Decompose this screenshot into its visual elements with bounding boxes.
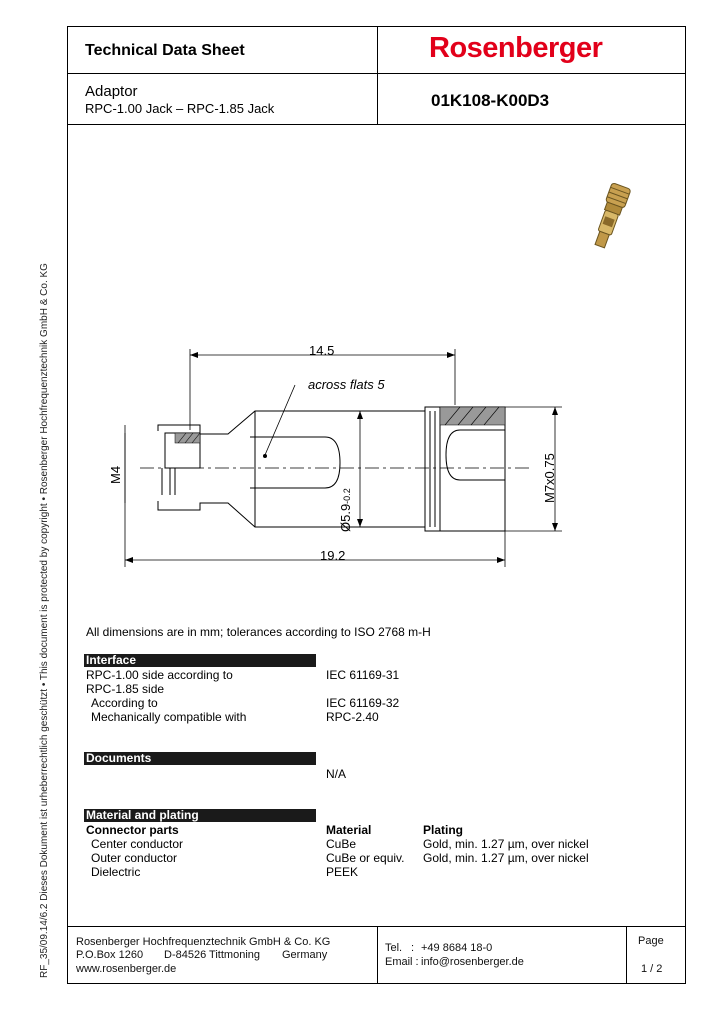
footer-city: D-84526 Tittmoning [164,949,260,961]
part-number: 01K108-K00D3 [431,91,550,110]
sheet-title: Technical Data Sheet [85,42,245,59]
footer-email-value[interactable]: info@rosenberger.de [421,956,524,968]
product-photo [580,178,640,260]
footer-page-value: 1 / 2 [641,963,663,975]
product-type: Adaptor [85,83,138,100]
col-connector-parts: Connector parts [86,823,179,837]
footer-country: Germany [282,949,328,961]
technical-drawing [100,335,590,575]
dia-value: Ø5.9 [338,503,353,532]
col-material: Material [326,823,372,837]
material-row-part: Center conductor [91,837,184,851]
interface-row1-value: IEC 61169-31 [326,668,400,682]
material-row-part: Dielectric [91,865,141,879]
dim-length-total: 19.2 [320,548,346,563]
dim-body-diameter [338,488,353,532]
dim-thread-right: M7x0.75 [542,453,557,503]
brand-logo: Rosenberger [429,32,603,64]
interface-row2-label: RPC-1.85 side [86,682,165,696]
dim-across-flats: across flats 5 [308,377,385,392]
interface-row4-value: RPC-2.40 [326,710,379,724]
dim-thread-left: M4 [108,465,123,484]
section-material-heading: Material and plating [84,809,316,822]
footer-tel-sep: : [411,942,415,954]
documents-value: N/A [326,767,347,781]
footer-col-divider-2 [626,926,627,984]
footer-col-divider-1 [377,926,378,984]
header-col-divider [377,26,378,124]
footer-tel-value: +49 8684 18-0 [421,942,493,954]
header-bottom-divider [67,124,686,125]
material-row-part: Outer conductor [91,851,178,865]
material-row-plating: Gold, min. 1.27 µm, over nickel [423,851,589,865]
footer-pobox: P.O.Box 1260 [76,949,144,961]
material-row-material: CuBe [326,837,357,851]
section-documents-heading: Documents [84,752,316,765]
material-row-material: PEEK [326,865,359,879]
dimensions-note: All dimensions are in mm; tolerances according to ISO 2768 m-H [86,625,431,639]
material-row-plating: Gold, min. 1.27 µm, over nickel [423,837,589,851]
interface-row1-label: RPC-1.00 side according to [86,668,233,682]
footer-tel-label: Tel. [385,942,403,954]
dia-tolerance: -0.2 [342,488,352,504]
material-row-material: CuBe or equiv. [326,851,405,865]
footer-company: Rosenberger Hochfrequenztechnik GmbH & Co. KG [76,936,331,948]
interface-row3-value: IEC 61169-32 [326,696,400,710]
dim-length-top: 14.5 [309,343,335,358]
interface-row4-label: Mechanically compatible with [91,710,247,724]
section-interface-heading: Interface [84,654,316,667]
footer-email-label: Email : [385,956,419,968]
copyright-sidebar: RF_35/09.14/6.2 Dieses Dokument ist urheberrechtlich geschützt • This document is protected by copyright • Rosenberger Hochfrequenztechnik GmbH & Co. KG [39,263,50,978]
col-plating: Plating [423,823,464,837]
footer-website[interactable]: www.rosenberger.de [76,963,177,975]
interface-row3-label: According to [91,696,158,710]
footer-page-label: Page [638,935,664,947]
product-subtitle: RPC-1.00 Jack – RPC-1.85 Jack [85,101,275,116]
